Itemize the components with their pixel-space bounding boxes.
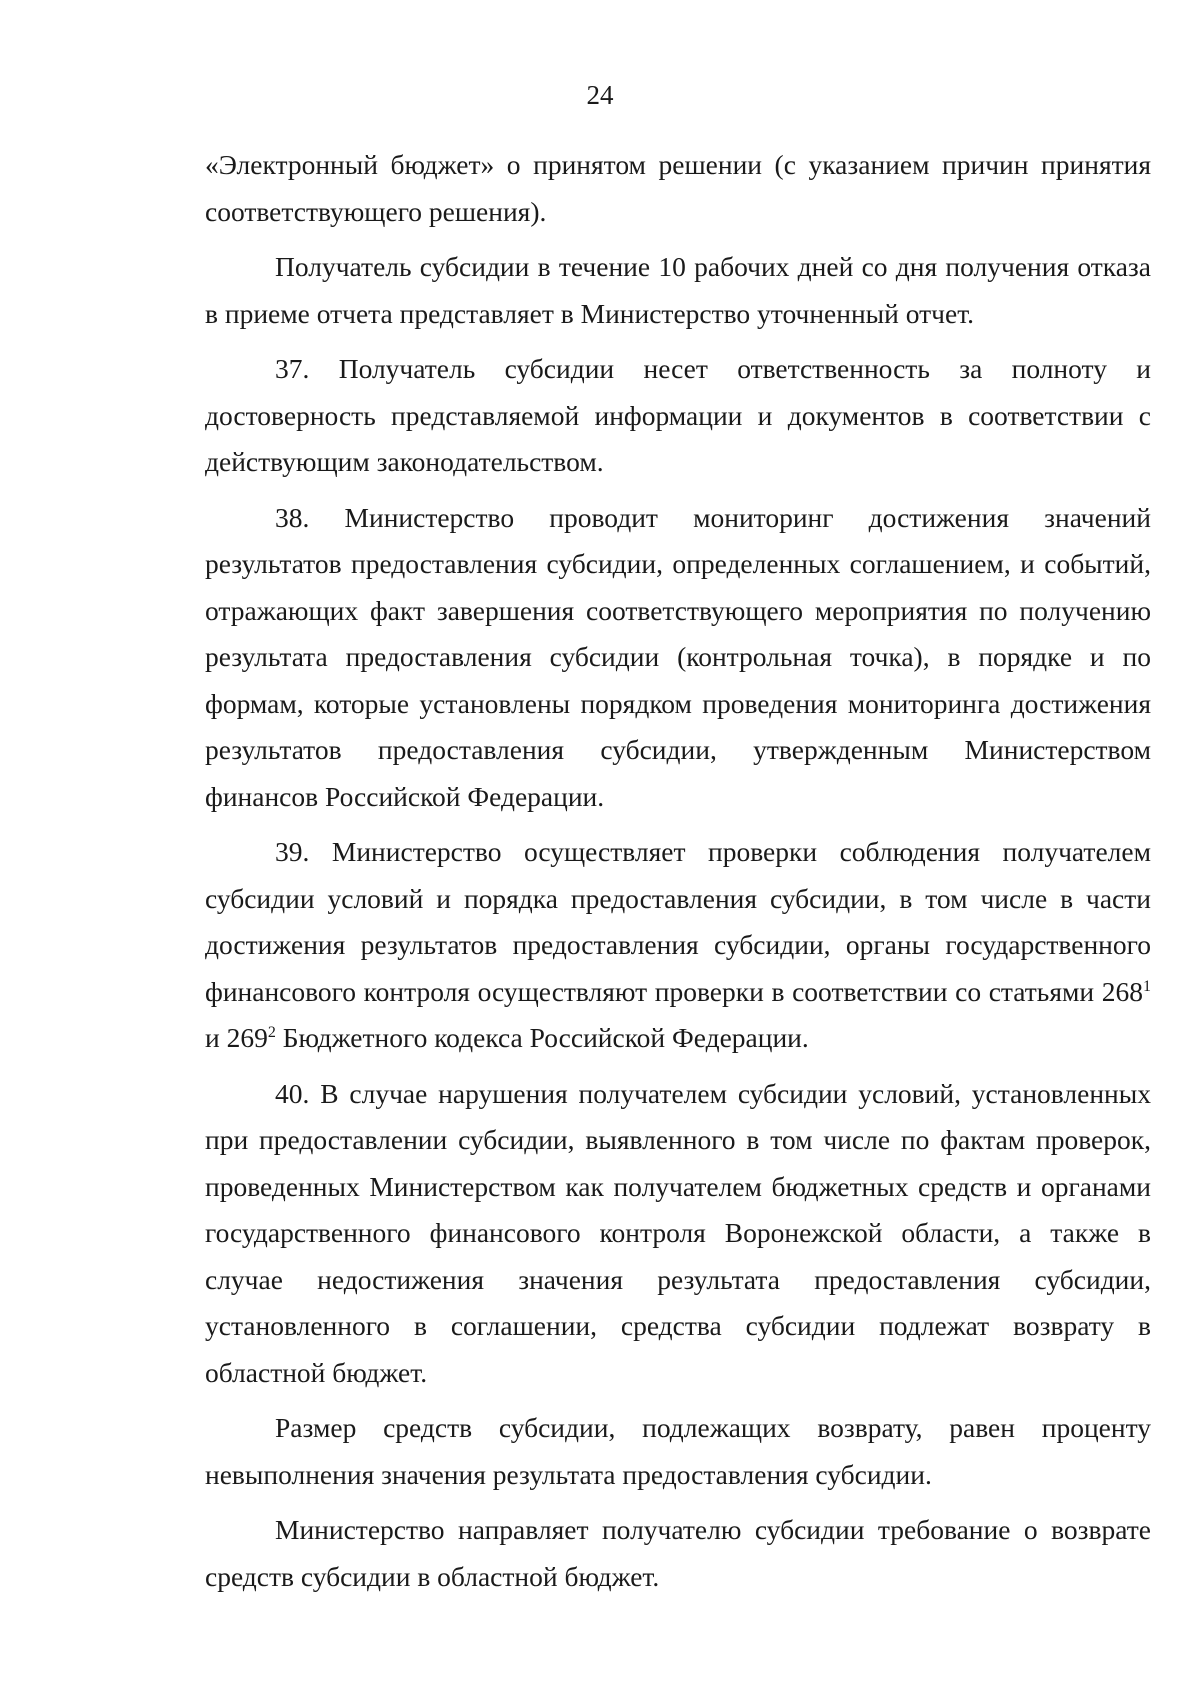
paragraph-refund-demand: Министерство направляет получателю субсидии требование о возврате средств субсидии в областной бюджет.	[205, 1514, 1151, 1592]
superscript-2: 2	[267, 1023, 276, 1041]
paragraph-40: 40. В случае нарушения получателем субсидии условий, установленных при предоставлении субсидии, выявленного в том числе по фактам проверок, проведенных Министерством как получателем бюджетных средств и органами государственного финансового контроля Воронежской области, а также в случае недостижения значения результата предоставления субсидии, установленного в соглашении, средства субсидии подлежат возврату в областной бюджет.	[205, 1077, 1151, 1388]
paragraph-refund-amount: Размер средств субсидии, подлежащих возврату, равен проценту невыполнения значения результата предоставления субсидии.	[205, 1412, 1151, 1490]
page-number: 24	[586, 80, 614, 110]
paragraph-corrected-report: Получатель субсидии в течение 10 рабочих дней со дня получения отказа в приеме отчета представляет в Министерство уточненный отчет.	[205, 251, 1151, 329]
paragraph-39-text-end: Бюджетного кодекса Российской Федерации.	[275, 1022, 809, 1053]
paragraph-39	[205, 829, 1151, 1062]
superscript-1: 1	[1143, 977, 1151, 995]
paragraph-38: 38. Министерство проводит мониторинг достижения значений результатов предоставления субсидии, определенных соглашением, и событий, отражающих факт завершения соответствующего мероприятия по получению результата предоставления субсидии (контрольная точка), в порядке и по формам, которые установлены порядком проведения мониторинга достижения результатов предоставления субсидии, утвержденным Министерством финансов Российской Федерации.	[205, 501, 1151, 812]
paragraph-continuation: «Электронный бюджет» о принятом решении (с указанием причин принятия соответствующего решения).	[205, 149, 1151, 227]
paragraph-37: 37. Получатель субсидии несет ответственность за полноту и достоверность представляемой информации и документов в соответствии с действующим законодательством.	[205, 353, 1151, 477]
paragraph-39-text-mid: и 269	[205, 1022, 268, 1053]
paragraph-39-text: 39. Министерство осуществляет проверки соблюдения получателем субсидии условий и порядка предоставления субсидии, в том числе в части достижения результатов предоставления субсидии, органы государственного финансового контроля осуществляют проверки в соответствии со статьями 268	[205, 836, 1151, 1007]
document-body	[205, 142, 1151, 1609]
